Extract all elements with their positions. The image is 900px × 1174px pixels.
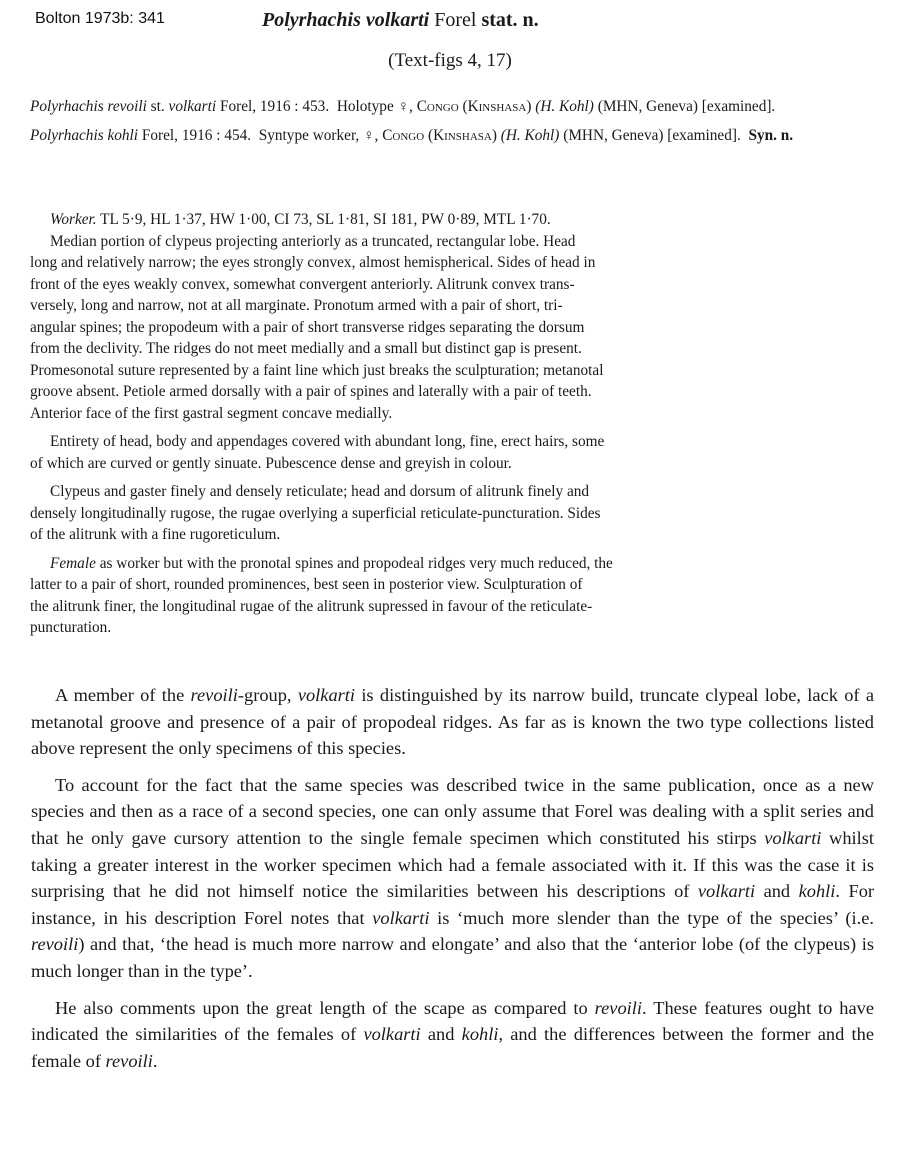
synonymy-block: [30, 96, 872, 146]
worker-line: Anterior face of the first gastral segment concave medially.: [30, 404, 393, 422]
sculpture-line: densely longitudinally rugose, the rugae overlying a superficial reticulate-puncturation. Sides: [30, 504, 601, 522]
syn-author-year: Forel, 1916 : 454.: [141, 126, 252, 144]
worker-line: front of the eyes weakly convex, somewhat convergent anteriorly. Alitrunk convex trans-: [30, 275, 575, 293]
citation: Bolton 1973b: 341: [35, 10, 165, 27]
worker-line: versely, long and narrow, not at all marginate. Pronotum armed with a pair of short, tri-: [30, 297, 563, 314]
syn-rank: st.: [150, 98, 165, 115]
syn-deposit: (MHN, Geneva) [examined].: [597, 98, 776, 115]
worker-line: groove absent. Petiole armed dorsally with a pair of spines and laterally with a pair of teeth.: [30, 383, 592, 400]
syn-type: Holotype ♀,: [336, 98, 413, 115]
title-author: Forel: [434, 9, 477, 31]
worker-line: angular spines; the propodeum with a pair of short transverse ridges separating the dorsum: [30, 318, 585, 336]
title-status: stat. n.: [481, 9, 539, 31]
syn-collector: (H. Kohl): [535, 98, 594, 115]
measurements: TL 5·9, HL 1·37, HW 1·00, CI 73, SL 1·81, SI 181, PW 0·89, MTL 1·70.: [100, 211, 551, 228]
discussion: [31, 682, 874, 1074]
italic-term: revoili: [594, 997, 642, 1018]
italic-term: volkarti: [372, 907, 430, 928]
italic-term: revoili: [105, 1050, 153, 1071]
discussion-paragraph-3: He also comments upon the great length of the scape as compared to revoili. These features ought to have indicated the similarities of the females of volkarti and kohli, and the differences between the former and the female of revoili.: [31, 997, 875, 1071]
female-line: [30, 553, 872, 575]
discussion-paragraph-2: To account for the fact that the same species was described twice in the same publication, once as a new species and then as a race of a second species, one can only assume that Forel was dealing with a split series and that he only gave cursory attention to the single female specimen which constituted his stirps volkarti whilst taking a greater interest in the worker specimen which had a female associated with it. If this was the case it is surprising that he did not himself notice the similarities between his descriptions of volkarti and kohli. For instance, in his description Forel notes that volkarti is ‘much more slender than the type of the species’ (i.e. revoili) and that, ‘the head is much more narrow and elongate’ and also that the ‘anterior lobe (of the clypeus) is much longer than in the type’.: [31, 774, 875, 981]
species-title: [262, 9, 539, 32]
sculpture-paragraph: [30, 481, 872, 546]
sculpture-line: of the alitrunk with a fine rugoreticulum.: [30, 526, 281, 543]
syn-locality: Congo (Kinshasa): [382, 126, 497, 144]
discussion-paragraph-1: A member of the revoili-group, volkarti is distinguished by its narrow build, truncate clypeal lobe, lack of a metanotal groove and presence of a pair of propodeal ridges. As far as is known the two type collections listed above represent the only specimens of this species.: [31, 685, 874, 759]
pilosity-paragraph: [30, 431, 872, 474]
sculpture-line: Clypeus and gaster finely and densely reticulate; head and dorsum of alitrunk finely and: [50, 483, 590, 500]
italic-term: kohli: [461, 1024, 499, 1045]
pilosity-line: Entirety of head, body and appendages covered with abundant long, fine, erect hairs, some: [50, 433, 605, 450]
female-line: latter to a pair of short, rounded prominences, best seen in posterior view. Sculpturation of: [30, 576, 583, 593]
italic-term: volkarti: [297, 685, 356, 705]
female-label: Female: [50, 554, 96, 572]
italic-term: volkarti: [697, 881, 756, 902]
syn-epithet: volkarti: [168, 98, 217, 115]
female-line-text: as worker but with the pronotal spines and propodeal ridges very much reduced, the: [99, 554, 613, 572]
figure-reference: (Text-figs 4, 17): [388, 50, 512, 71]
syn-status: Syn. n.: [748, 126, 794, 144]
syn-collector: (H. Kohl): [500, 126, 560, 144]
title-species: Polyrhachis volkarti: [262, 9, 430, 31]
worker-line: from the declivity. The ridges do not meet medially and a small but distinct gap is present.: [30, 340, 582, 357]
worker-line: long and relatively narrow; the eyes strongly convex, almost hemispherical. Sides of head in: [30, 254, 596, 271]
worker-label: Worker.: [50, 211, 97, 228]
worker-measurements: [30, 209, 872, 231]
syn-name: Polyrhachis revoili: [30, 98, 147, 115]
female-paragraph: [30, 553, 872, 639]
syn-author-year: Forel, 1916 : 453.: [219, 98, 330, 115]
worker-text: [30, 231, 872, 425]
syn-type: Syntype worker, ♀,: [258, 126, 379, 144]
female-line: puncturation.: [30, 619, 112, 636]
worker-line: Promesonotal suture represented by a faint line which just breaks the sculpturation; metanotal: [30, 361, 604, 379]
synonymy-entry-revoili: [30, 96, 872, 118]
syn-deposit-b: Geneva) [examined].: [611, 126, 741, 144]
syn-locality: Congo (Kinshasa): [416, 98, 532, 115]
syn-name: Polyrhachis kohli: [30, 126, 139, 144]
syn-deposit-a: (MHN,: [563, 126, 608, 144]
worker-description: [30, 209, 872, 639]
italic-term: revoili: [190, 685, 238, 705]
italic-term: volkarti: [363, 1024, 421, 1045]
female-line: the alitrunk finer, the longitudinal rugae of the alitrunk supressed in favour of the reticulate-: [30, 597, 593, 615]
worker-line: Median portion of clypeus projecting anteriorly as a truncated, rectangular lobe. Head: [50, 232, 576, 250]
pilosity-line: of which are curved or gently sinuate. Pubescence dense and greyish in colour.: [30, 454, 512, 472]
synonymy-entry-kohli: [30, 125, 872, 147]
italic-term: revoili: [31, 934, 79, 955]
italic-term: kohli: [798, 881, 836, 902]
italic-term: volkarti: [764, 827, 822, 848]
